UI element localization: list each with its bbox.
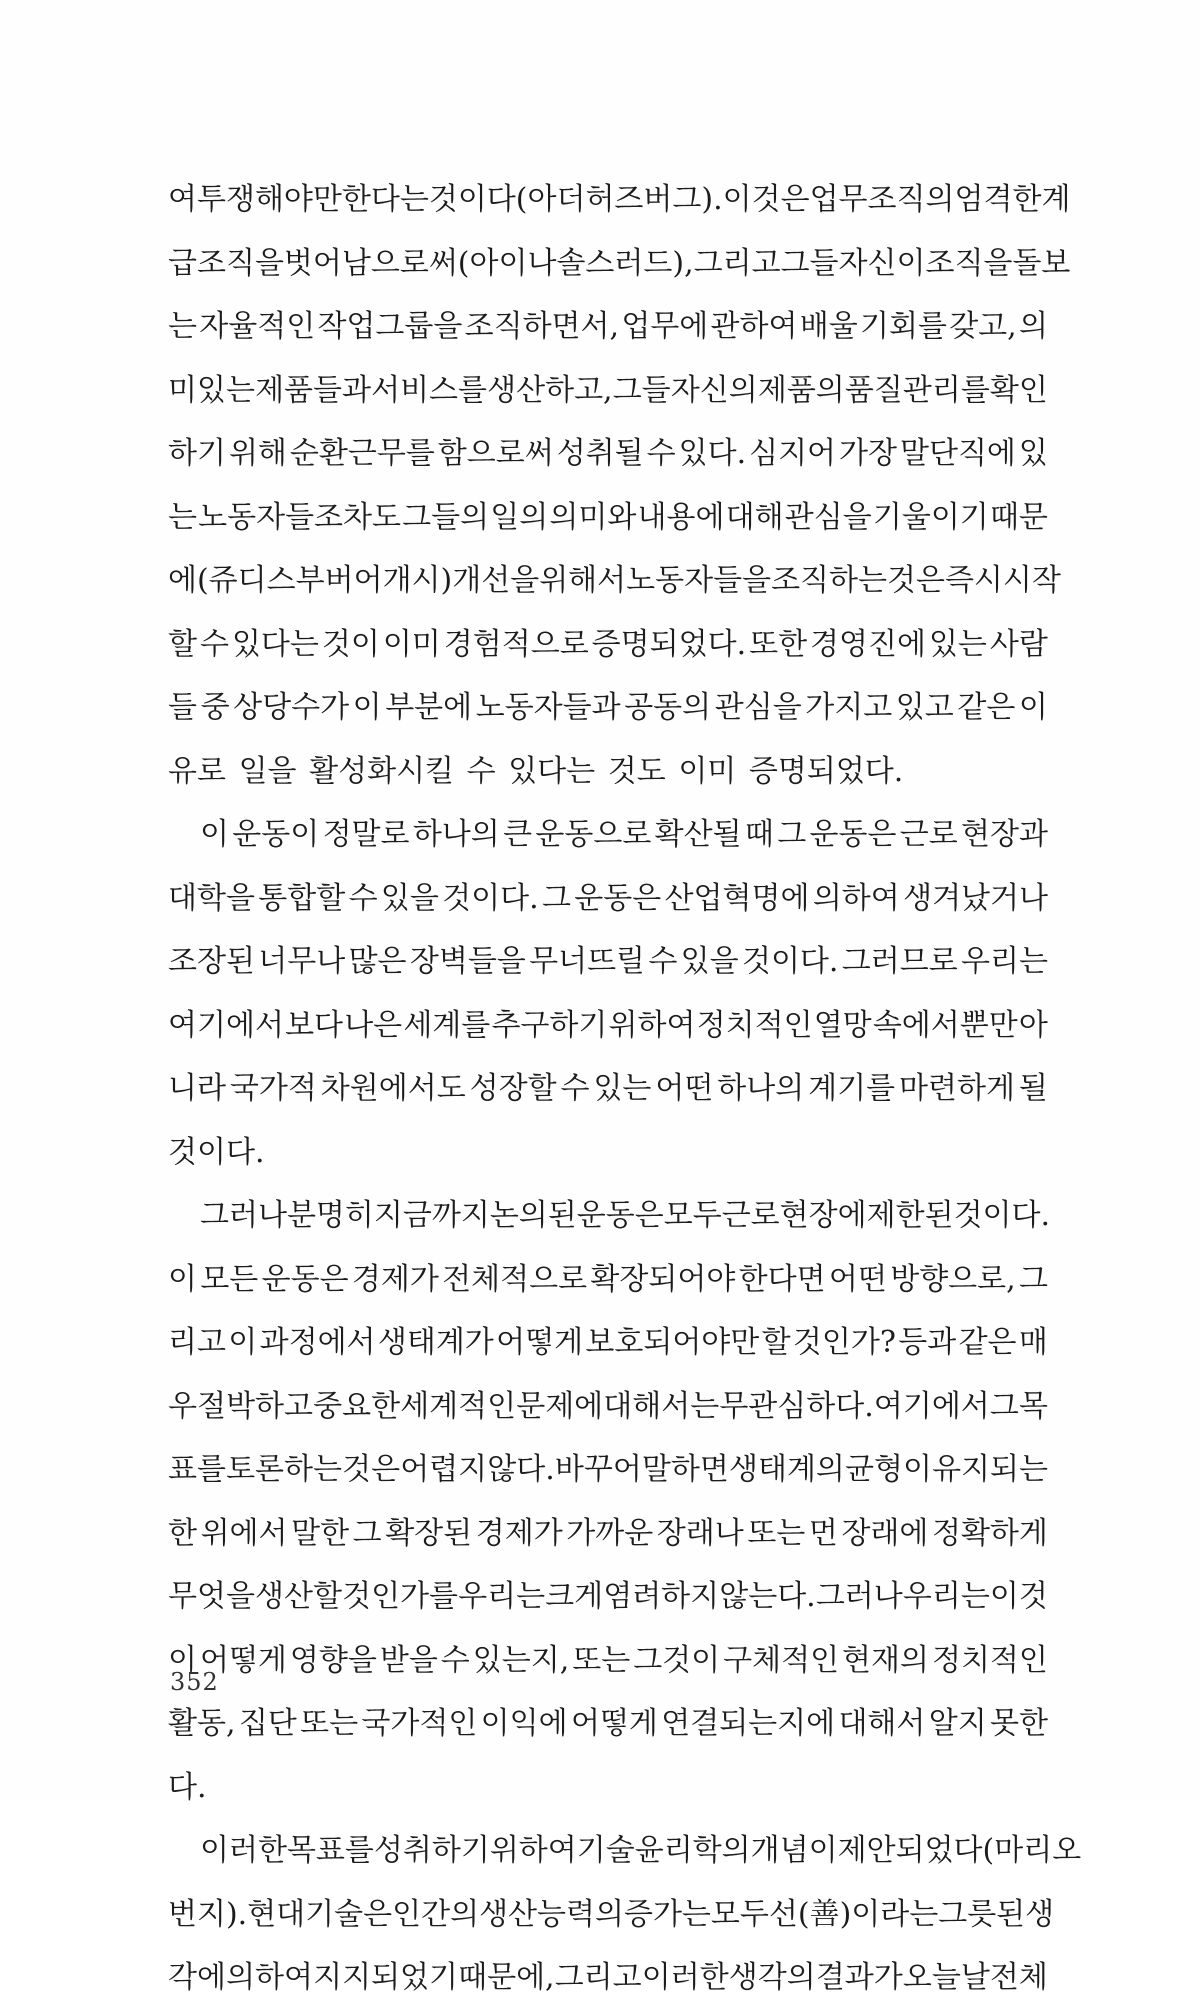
text-line: 대학을 통합할 수 있을 것이다. 그 운동은 산업혁명에 의하여 생겨났거나 xyxy=(168,880,1048,916)
text-line: 하기 위해 순환근무를 함으로써 성취될 수 있다. 심지어 가장 말단직에 있 xyxy=(168,436,1048,471)
text-line: 할 수 있다는 것이 이미 경험적으로 증명되었다. 또한 경영진에 있는 사람 xyxy=(168,626,1048,662)
text-line: 표를 토론하는 것은 어렵지 않다. 바꾸어 말하면 생태계의 균형이 유지되는 xyxy=(168,1452,1048,1487)
page-number: 352 xyxy=(170,1668,219,1696)
text-line: 이 어떻게 영향을 받을 수 있는지, 또는 그것이 구체적인 현재의 정치적인 xyxy=(168,1642,1048,1678)
text-line: 리고 이 과정에서 생태계가 어떻게 보호되어야만 할 것인가? 등과 같은 매 xyxy=(168,1325,1048,1360)
text-line: 니라 국가적 차원에서도 성장할 수 있는 어떤 하나의 계기를 마련하게 될 xyxy=(168,1071,1048,1106)
text-line: 무엇을 생산할 것인가를 우리는 크게 염려하지 않는다. 그러나 우리는 이것 xyxy=(168,1579,1048,1614)
text-line: 우 절박하고 중요한 세계적인 문제에 대해서는 무관심하다. 여기에서 그 목 xyxy=(168,1388,1048,1424)
text-line: 이 운동이 정말로 하나의 큰 운동으로 확산될 때 그 운동은 근로 현장과 xyxy=(200,817,1048,852)
text-line: 한 위에서 말한 그 확장된 경제가 가까운 장래나 또는 먼 장래에 정확하게 xyxy=(168,1515,1048,1551)
text-line: 번지). 현대기술은 인간의 생산능력의 증가는 모두 선(善)이라는 그릇된 생 xyxy=(168,1896,1055,1932)
text-line: 여 투쟁해야만 한다는 것이다(아더 허즈버그). 이것은 업무조직의 엄격한 계 xyxy=(168,182,1071,217)
body-text xyxy=(168,168,1082,2010)
text-line: 각에 의하여 지지되었기 때문에, 그리고 이러한 생각의 결과가 오늘날 전체 xyxy=(168,1960,1048,1995)
text-line: 는 노동자들조차도 그들의 일의 의미와 내용에 대해 관심을 기울이기 때문 xyxy=(168,499,1048,535)
text-line: 이러한 목표를 성취하기 위하여 기술윤리학의 개념이 제안되었다(마리오 xyxy=(200,1833,1082,1868)
text-line: 들 중 상당수가 이 부분에 노동자들과 공동의 관심을 가지고 있고 같은 이 xyxy=(168,690,1048,725)
text-line: 다. xyxy=(168,1769,207,1805)
text-line: 미있는 제품들과 서비스를 생산하고, 그들 자신의 제품의 품질관리를 확인 xyxy=(168,372,1048,408)
text-line: 이 모든 운동은 경제가 전체적으로 확장되어야 한다면 어떤 방향으로, 그 xyxy=(168,1261,1048,1297)
text-line: 활동, 집단 또는 국가적인 이익에 어떻게 연결되는지에 대해서 알지 못한 xyxy=(168,1706,1048,1741)
text-line: 급조직을 벗어남으로써(아이나 솔스러드), 그리고 그들 자신이 조직을 돌보 xyxy=(168,245,1071,281)
text-line: 유로 일을 활성화시킬 수 있다는 것도 이미 증명되었다. xyxy=(168,753,904,789)
text-line: 여기에서 보다 나은 세계를 추구하기 위하여 정치적인 열망 속에서뿐만 아 xyxy=(168,1007,1048,1043)
text-line: 에(쥬디스 부버 어개시) 개선을 위해서 노동자들을 조직하는 것은 즉시 시작 xyxy=(168,563,1061,598)
text-line: 조장된 너무나 많은 장벽들을 무너뜨릴 수 있을 것이다. 그러므로 우리는 xyxy=(168,944,1048,979)
text-line: 것이다. xyxy=(168,1134,265,1170)
text-line: 그러나 분명히 지금까지 논의된 운동은 모두 근로 현장에 제한된 것이다. xyxy=(200,1198,1051,1233)
text-line: 는 자율적인 작업그룹을 조직하면서, 업무에 관하여 배울 기회를 갖고, 의 xyxy=(168,309,1048,344)
